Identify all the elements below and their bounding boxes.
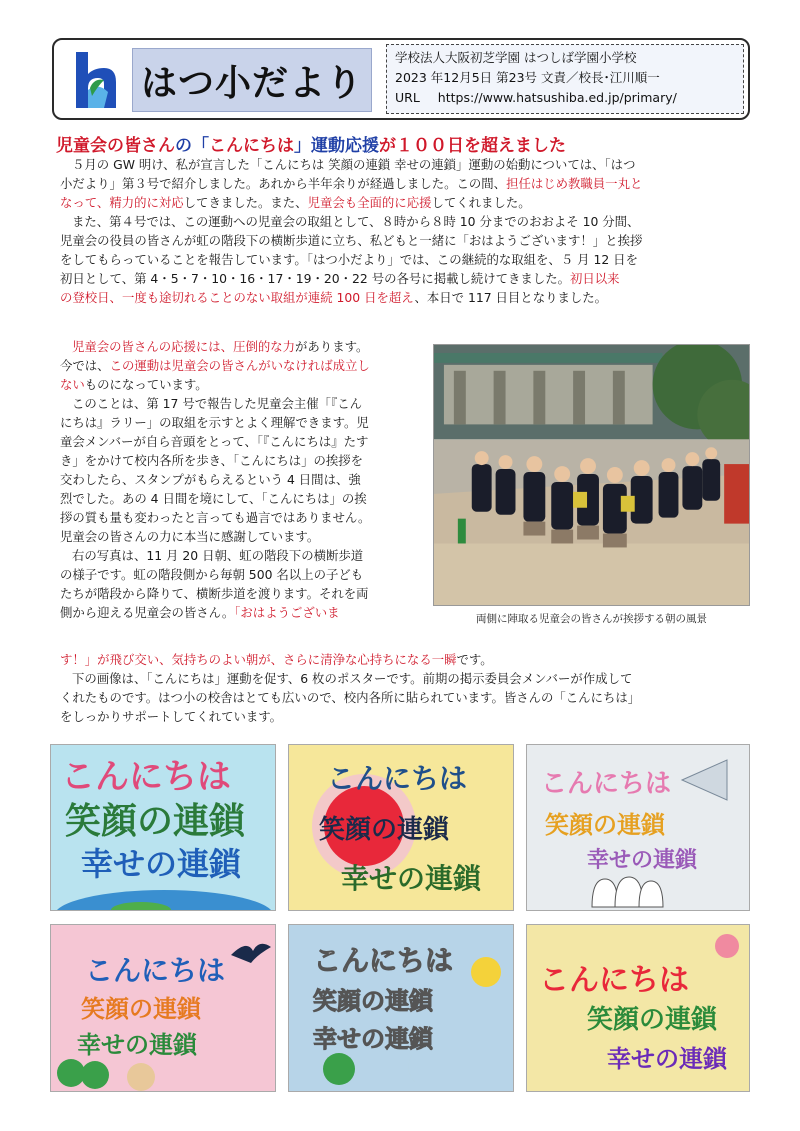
p4-line-b: にちは』ラリー」の取組を示すとよく理解できます。児 (60, 415, 369, 430)
p2-line-c: をしてもらっていることを報告しています。「はつ小だより」では、この継続的な取組を、５ 月 12 日を (60, 252, 638, 267)
headline-part-4: 」運動応援 (294, 136, 379, 156)
poster-3-line-3: 幸せの連鎖 (587, 848, 698, 873)
article-headline (56, 131, 756, 156)
photo-caption: 両側に陣取る児童会の皆さんが挨拶する朝の風景 (476, 613, 707, 625)
poster-5-line-3: 幸せの連鎖 (313, 1025, 433, 1053)
poster-4-clover-icon (51, 1053, 276, 1092)
poster-5-line-1: こんにちは (313, 944, 454, 977)
poster-4-line-3: 幸せの連鎖 (77, 1031, 197, 1059)
newsletter-header (52, 38, 750, 120)
headline-part-3: こんにちは (209, 136, 294, 156)
school-name: 学校法人大阪初芝学園 はつしば学園小学校 (395, 50, 637, 65)
p4-line-h: 児童会の皆さんの力に本当に感謝しています。 (60, 529, 320, 544)
poster-4-line-2: 笑顔の連鎖 (81, 995, 201, 1023)
poster-1-line-3: 幸せの連鎖 (81, 845, 242, 883)
p4-line-e: 交わしたら、スタンプがもらえるという 4 日間は、強 (60, 472, 361, 487)
headline-part-6: １００日を超えました (396, 136, 566, 156)
title-box (132, 48, 372, 112)
poster-2 (288, 744, 514, 911)
poster-5 (288, 924, 514, 1092)
p2-line-b: 児童会の役員の皆さんが虹の階段下の横断歩道に立ち、私どもと一緒に「おはようございます！」と挨拶 (60, 233, 643, 248)
poster-3 (526, 744, 750, 911)
p4-line-d: き」をかけて校内各所を歩き、「こんにちは」の挨拶を (60, 453, 364, 468)
p1-line-b: 小だより」第３号で紹介しました。あれから半年余りが経過しました。この間、担任はじめ教職員一丸と (60, 176, 643, 191)
p1-line-a: ５月の GW 明け、私が宣言した「こんにちは 笑顔の連鎖 幸せの連鎖」運動の始動については、「はつ (72, 157, 636, 172)
poster-3-megaphone-icon (677, 755, 747, 805)
poster-6-flower-icon (709, 931, 745, 961)
p5-line-a: 右の写真は、11 月 20 日朝、虹の階段下の横断歩道 (72, 548, 364, 563)
p2-line-a: また、第４号では、この運動への児童会の取組として、８時から８時 10 分までのおおよそ 10 分間、 (72, 214, 640, 229)
poster-3-line-2: 笑顔の連鎖 (545, 811, 665, 839)
p3-line-a: 児童会の皆さんの応援には、圧倒的な力があります。 (72, 339, 369, 354)
paragraph-left-column (60, 337, 432, 622)
headline-part-5: が (379, 136, 396, 156)
url-label: URL (395, 90, 420, 105)
poster-2-line-3: 幸せの連鎖 (341, 862, 482, 895)
p5-line-b: の様子です。虹の階段側から毎朝 500 名以上の子ども (60, 567, 364, 582)
poster-3-ghosts-icon (587, 873, 667, 909)
p5-line-e: す！」が飛び交い、気持ちのよい朝が、さらに清浄な心持ちになる一瞬です。 (60, 652, 493, 667)
p5-line-d: 側から迎える児童会の皆さん。「おはようございま (60, 605, 340, 620)
poster-2-line-1: こんにちは (327, 762, 468, 795)
poster-1-line-1: こんにちは (61, 757, 231, 797)
poster-1-line-2: 笑顔の連鎖 (65, 801, 246, 842)
paragraph-bottom (60, 650, 750, 726)
poster-4 (50, 924, 276, 1092)
publication-info (386, 44, 744, 114)
url-row (395, 88, 735, 108)
poster-6-line-2: 笑顔の連鎖 (587, 1005, 718, 1035)
poster-4-line-1: こんにちは (85, 954, 226, 987)
poster-5-smiley-icon (469, 955, 503, 989)
poster-2-line-2: 笑顔の連鎖 (319, 815, 450, 845)
poster-6-line-3: 幸せの連鎖 (607, 1045, 727, 1073)
poster-4-bird-icon (229, 937, 273, 967)
p4-line-a: このことは、第 17 号で報告した児童会主催「『こん (72, 396, 363, 411)
poster-1 (50, 744, 276, 911)
p4-line-f: 烈でした。あの 4 日間を境にして、「こんにちは」の挨 (60, 491, 367, 506)
poster-3-line-1: こんにちは (541, 769, 672, 799)
morning-greeting-photo (433, 344, 750, 606)
p2-line-e: の登校日、一度も途切れることのない取組が連続 100 日を超え、本日で 117 日目となりました。 (60, 290, 608, 305)
headline-part-2: の「 (175, 136, 209, 156)
poster-6 (526, 924, 750, 1092)
p6-line-b: くれたものです。はつ小の校舎はとても広いので、校内各所に貼られています。皆さんの「こんにちは」 (60, 690, 641, 705)
poster-1-earth-icon (51, 880, 276, 911)
p5-line-c: たちが階段から降りて、横断歩道を渡ります。それを両 (60, 586, 369, 601)
p4-line-g: 拶の質も量も変わったと言っても過言ではありません。 (60, 510, 371, 525)
headline-part-1: 児童会の皆さん (56, 136, 175, 156)
p3-line-b: 今では、この運動は児童会の皆さんがいなければ成立し (60, 358, 370, 373)
p4-line-c: 童会メンバーが自ら音頭をとって、「『こんにちは』たす (60, 434, 369, 449)
school-url[interactable]: https://www.hatsushiba.ed.jp/primary/ (437, 90, 677, 105)
paragraph-1 (60, 155, 750, 307)
newsletter-title: はつ小だより (140, 62, 363, 104)
poster-6-line-1: こんにちは (539, 963, 689, 998)
p1-line-c: なって、精力的に対応してきました。また、児童会も全面的に応援してくれました。 (60, 195, 531, 210)
poster-5-moon-icon (319, 1045, 499, 1091)
school-logo (64, 48, 124, 112)
poster-5-line-2: 笑顔の連鎖 (313, 987, 433, 1015)
issue-line: 2023 年12月5日 第23号 文責／校長･江川順一 (395, 70, 660, 85)
p6-line-a: 下の画像は、「こんにちは」運動を促す、6 枚のポスターです。前期の掲示委員会メンバーが作成して (72, 671, 633, 686)
p2-line-d: 初日として、第 4・5・7・10・16・17・19・20・22 号の各号に掲載し続けてきました。初日以来 (60, 271, 620, 286)
p3-line-c: ないものになっています。 (60, 377, 208, 392)
p6-line-c: をしっかりサポートしてくれています。 (60, 709, 283, 724)
